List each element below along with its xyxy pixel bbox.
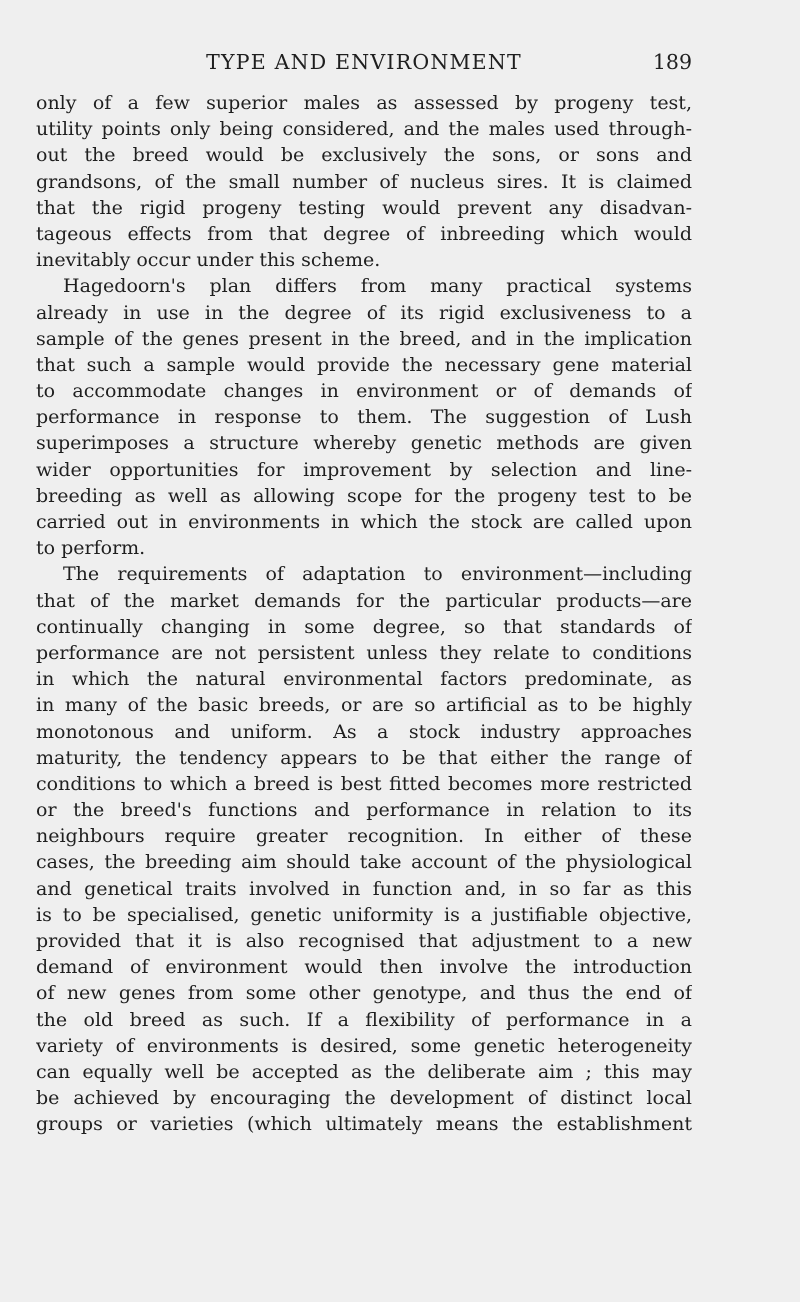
text-line: sample of the genes present in the breed, and in the implication — [36, 327, 692, 350]
text-line: in which the natural environmental factors predominate, as — [36, 668, 692, 691]
text-line: tageous effects from that degree of inbreeding which would — [36, 222, 692, 245]
text-line: and genetical traits involved in function and, in so far as this — [36, 877, 692, 900]
text-line: can equally well be accepted as the deliberate aim ; this may — [36, 1060, 692, 1083]
text-line: Hagedoorn's plan differs from many practical systems — [63, 275, 692, 298]
page-header — [36, 50, 692, 78]
text-line: superimposes a structure whereby genetic methods are given — [36, 432, 692, 455]
text-line: to perform. — [36, 537, 146, 560]
text-line: that the rigid progeny testing would prevent any disadvan- — [36, 196, 692, 219]
body-text — [36, 90, 692, 1138]
text-line: variety of environments is desired, some genetic heterogeneity — [36, 1034, 692, 1057]
text-line: performance in response to them. The suggestion of Lush — [36, 406, 692, 429]
text-line: cases, the breeding aim should take account of the physiological — [36, 851, 692, 874]
text-line: breeding as well as allowing scope for the progeny test to be — [36, 484, 692, 507]
text-line: maturity, the tendency appears to be that either the range of — [36, 746, 692, 769]
text-line: performance are not persistent unless they relate to conditions — [36, 641, 692, 664]
text-line: monotonous and uniform. As a stock industry approaches — [36, 720, 692, 743]
text-line: neighbours require greater recognition. In either of these — [36, 825, 692, 848]
text-line: out the breed would be exclusively the sons, or sons and — [36, 144, 692, 167]
page-number: 189 — [652, 50, 692, 74]
text-line: is to be specialised, genetic uniformity is a justifiable objective, — [36, 903, 692, 926]
text-line: provided that it is also recognised that adjustment to a new — [36, 930, 692, 952]
text-line: grandsons, of the small number of nucleus sires. It is claimed — [36, 170, 692, 193]
text-line: utility points only being considered, and the males used through- — [36, 118, 692, 141]
text-line: demand of environment would then involve the introduction — [36, 956, 692, 979]
text-line: of new genes from some other genotype, and thus the end of — [36, 982, 692, 1005]
text-line: that of the market demands for the particular products—are — [36, 589, 692, 612]
text-line: already in use in the degree of its rigid exclusiveness to a — [36, 301, 692, 324]
text-line: carried out in environments in which the stock are called upon — [36, 511, 692, 533]
text-line: the old breed as such. If a flexibility of performance in a — [36, 1008, 692, 1031]
text-line: conditions to which a breed is best fitted becomes more restricted — [36, 772, 692, 795]
running-head: TYPE AND ENVIRONMENT — [206, 50, 522, 74]
text-line: inevitably occur under this scheme. — [36, 249, 381, 272]
text-line: in many of the basic breeds, or are so artificial as to be highly — [36, 694, 692, 717]
text-line: continually changing in some degree, so that standards of — [36, 615, 692, 638]
text-line: only of a few superior males as assessed by progeny test, — [36, 92, 692, 114]
text-line: groups or varieties (which ultimately means the establishment — [36, 1113, 692, 1136]
text-line: to accommodate changes in environment or of demands of — [36, 380, 692, 403]
text-line: be achieved by encouraging the development of distinct local — [36, 1087, 692, 1110]
text-line: or the breed's functions and performance in relation to its — [36, 799, 692, 822]
text-line: that such a sample would provide the necessary gene material — [36, 353, 692, 376]
text-line: wider opportunities for improvement by selection and line- — [36, 458, 692, 481]
text-line: The requirements of adaptation to environment—including — [63, 563, 692, 586]
